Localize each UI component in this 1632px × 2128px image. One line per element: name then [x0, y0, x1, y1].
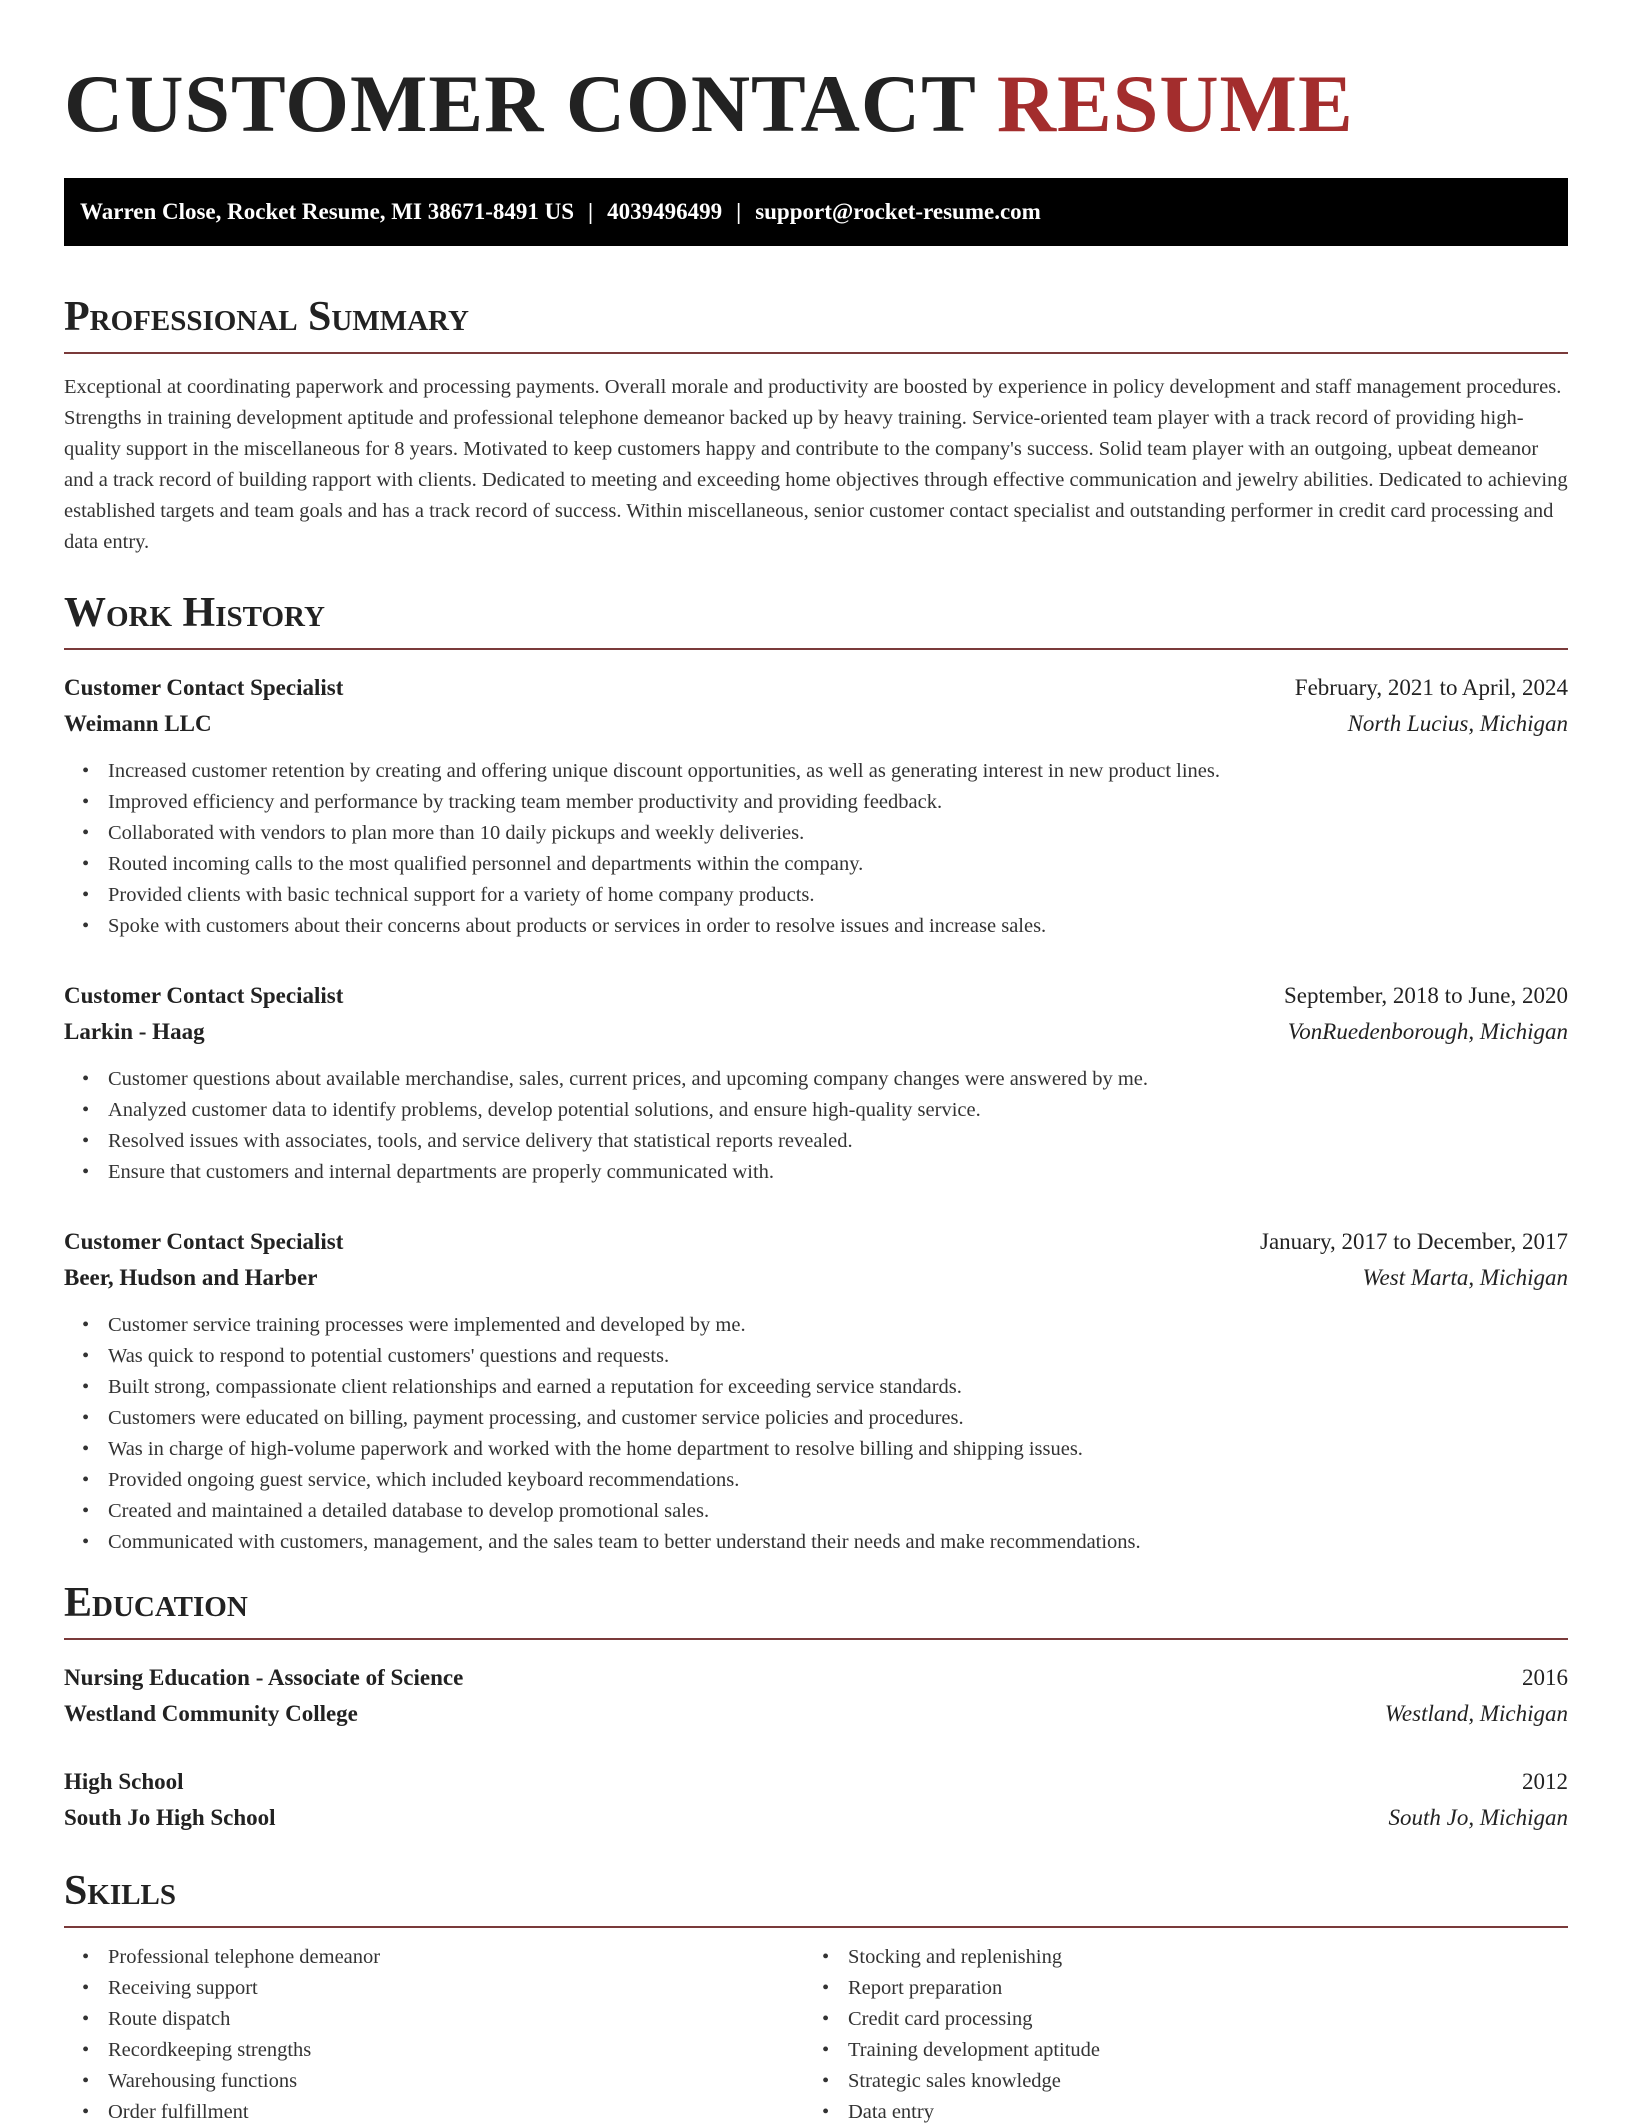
job-bullet: • Routed incoming calls to the most qualified personnel and departments within the company.	[108, 849, 1568, 880]
job-bullet: • Customer service training processes were implemented and developed by me.	[108, 1310, 1568, 1341]
skill-item: • Receiving support	[108, 1973, 804, 2004]
education-year: 2016	[1522, 1665, 1568, 1690]
education-school: Westland Community College	[64, 1701, 358, 1726]
job-company-row	[64, 1014, 1568, 1050]
education-entry	[64, 1764, 1568, 1836]
job-bullet: • Was quick to respond to potential customers' questions and requests.	[108, 1341, 1568, 1372]
contact-separator: |	[588, 199, 594, 224]
job-header-row	[64, 670, 1568, 706]
section-heading-skills: Skills	[64, 1868, 177, 1914]
section-divider	[64, 352, 1568, 354]
education-location: South Jo, Michigan	[1388, 1805, 1568, 1830]
job-bullet: • Improved efficiency and performance by tracking team member productivity and providing feedback.	[108, 787, 1568, 818]
job-dates: February, 2021 to April, 2024	[1294, 675, 1568, 700]
section-heading-summary: Professional Summary	[64, 294, 469, 340]
job-company: Larkin - Haag	[64, 1019, 205, 1044]
job-location: West Marta, Michigan	[1362, 1265, 1568, 1290]
education-school-row	[64, 1696, 1568, 1732]
job-bullet: • Built strong, compassionate client relationships and earned a reputation for exceeding service standards.	[108, 1372, 1568, 1403]
job-bullet: • Customer questions about available merchandise, sales, current prices, and upcoming company changes were answered by me.	[108, 1064, 1568, 1095]
job-bullet: • Spoke with customers about their concerns about products or services in order to resolve issues and increase sales.	[108, 911, 1568, 942]
skill-item: • Warehousing functions	[108, 2066, 804, 2097]
section-heading-work-history: Work History	[64, 590, 325, 636]
job-bullet: • Provided clients with basic technical support for a variety of home company products.	[108, 880, 1568, 911]
skill-item: • Order fulfillment	[108, 2097, 804, 2128]
job-bullet-list	[64, 756, 1568, 942]
job-bullet: • Provided ongoing guest service, which included keyboard recommendations.	[108, 1465, 1568, 1496]
resume-page	[64, 0, 1568, 2128]
section-divider	[64, 1926, 1568, 1928]
education-school: South Jo High School	[64, 1805, 276, 1830]
education-degree: High School	[64, 1769, 184, 1794]
job-bullet: • Resolved issues with associates, tools, and service delivery that statistical reports revealed.	[108, 1126, 1568, 1157]
job-dates: January, 2017 to December, 2017	[1260, 1229, 1568, 1254]
job-company: Beer, Hudson and Harber	[64, 1265, 318, 1290]
resume-title	[64, 0, 1568, 152]
job-company-row	[64, 1260, 1568, 1296]
job-bullet-list	[64, 1310, 1568, 1558]
skill-item: • Report preparation	[848, 1973, 1544, 2004]
job-bullet: • Was in charge of high-volume paperwork and worked with the home department to resolve billing and shipping issues.	[108, 1434, 1568, 1465]
job-bullet: • Increased customer retention by creating and offering unique discount opportunities, as well as generating interest in new product lines.	[108, 756, 1568, 787]
section-divider	[64, 648, 1568, 650]
job-company-row	[64, 706, 1568, 742]
job-title: Customer Contact Specialist	[64, 1229, 344, 1254]
skill-item: • Strategic sales knowledge	[848, 2066, 1544, 2097]
contact-address: Warren Close, Rocket Resume, MI 38671-8491 US	[80, 199, 575, 224]
skills-list-left	[64, 1942, 804, 2128]
education-degree: Nursing Education - Associate of Science	[64, 1665, 464, 1690]
education-school-row	[64, 1800, 1568, 1836]
job-company: Weimann LLC	[64, 711, 212, 736]
education-entry	[64, 1660, 1568, 1732]
summary-paragraph: Exceptional at coordinating paperwork and processing payments. Overall morale and productivity are boosted by experience in policy development and staff management procedures. Strengths in training development aptitude and professional telephone demeanor backed up by heavy training. Service-oriented team player with a track record of providing high-quality support in the miscellaneous for 8 years. Motivated to keep customers happy and contribute to the company's success. Solid team player with an outgoing, upbeat demeanor and a track record of building rapport with clients. Dedicated to meeting and exceeding home objectives through effective communication and jewelry abilities. Dedicated to achieving established targets and team goals and has a track record of success. Within miscellaneous, senior customer contact specialist and outstanding performer in credit card processing and data entry.	[64, 376, 1568, 553]
job-header-row	[64, 1224, 1568, 1260]
education-degree-row	[64, 1660, 1568, 1696]
skill-item: • Training development aptitude	[848, 2035, 1544, 2066]
section-divider	[64, 1638, 1568, 1640]
resume-title-accent: RESUME	[996, 58, 1354, 149]
skills-list-right	[804, 1942, 1544, 2128]
job-location: North Lucius, Michigan	[1347, 711, 1568, 736]
skills-grid	[64, 1942, 1568, 2128]
job-entry	[64, 670, 1568, 942]
job-bullet: • Collaborated with vendors to plan more than 10 daily pickups and weekly deliveries.	[108, 818, 1568, 849]
education-year: 2012	[1522, 1769, 1568, 1794]
job-entry	[64, 1224, 1568, 1558]
skill-item: • Data entry	[848, 2097, 1544, 2128]
job-bullet: • Ensure that customers and internal departments are properly communicated with.	[108, 1157, 1568, 1188]
job-title: Customer Contact Specialist	[64, 983, 344, 1008]
contact-phone: 4039496499	[607, 199, 723, 224]
job-bullet: • Analyzed customer data to identify problems, develop potential solutions, and ensure high-quality service.	[108, 1095, 1568, 1126]
contact-separator: |	[736, 199, 742, 224]
job-bullet-list	[64, 1064, 1568, 1188]
skill-item: • Credit card processing	[848, 2004, 1544, 2035]
skill-item: • Recordkeeping strengths	[108, 2035, 804, 2066]
contact-bar	[64, 178, 1568, 246]
skill-item: • Professional telephone demeanor	[108, 1942, 804, 1973]
contact-email: support@rocket-resume.com	[755, 199, 1041, 224]
job-bullet: • Customers were educated on billing, payment processing, and customer service policies and procedures.	[108, 1403, 1568, 1434]
job-dates: September, 2018 to June, 2020	[1284, 983, 1568, 1008]
skill-item: • Stocking and replenishing	[848, 1942, 1544, 1973]
section-heading-education: Education	[64, 1580, 248, 1626]
job-header-row	[64, 978, 1568, 1014]
resume-title-main: CUSTOMER CONTACT	[64, 58, 976, 149]
skill-item: • Route dispatch	[108, 2004, 804, 2035]
job-bullet: • Communicated with customers, management, and the sales team to better understand their needs and make recommendations.	[108, 1527, 1568, 1558]
job-bullet: • Created and maintained a detailed database to develop promotional sales.	[108, 1496, 1568, 1527]
education-location: Westland, Michigan	[1384, 1701, 1568, 1726]
job-entry	[64, 978, 1568, 1188]
job-title: Customer Contact Specialist	[64, 675, 344, 700]
education-degree-row	[64, 1764, 1568, 1800]
job-location: VonRuedenborough, Michigan	[1287, 1019, 1568, 1044]
